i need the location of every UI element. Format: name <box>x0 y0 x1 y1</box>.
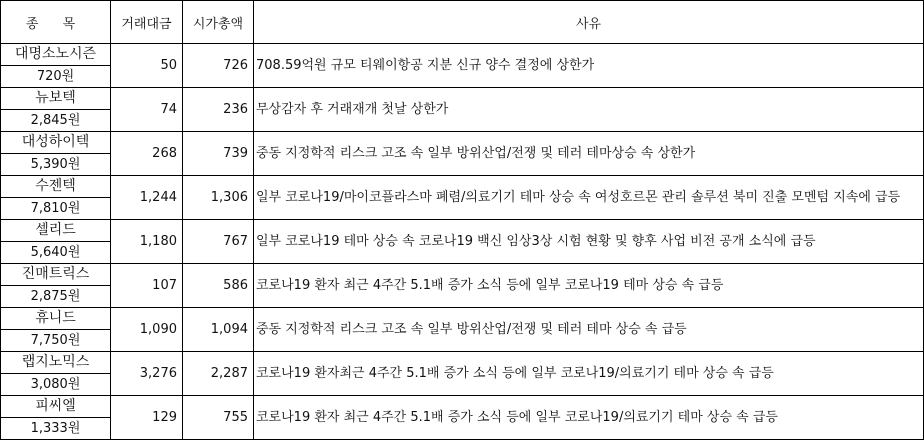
header-trading-volume: 거래대금 <box>111 1 183 44</box>
market-cap-cell: 236 <box>183 88 254 132</box>
trading-volume-cell: 129 <box>111 396 183 440</box>
market-cap-cell: 1,094 <box>183 308 254 352</box>
trading-volume-cell: 1,090 <box>111 308 183 352</box>
reason-cell: 일부 코로나19/마이코플라스마 폐렴/의료기기 테마 상승 속 여성호르몬 관리 솔루션 북미 진출 모멘텀 지속에 급등 <box>254 176 924 220</box>
reason-cell: 708.59억원 규모 티웨이항공 지분 신규 양수 결정에 상한가 <box>254 44 924 88</box>
stock-price: 2,875원 <box>30 289 81 304</box>
table-row <box>1 308 924 352</box>
table-row <box>1 264 924 308</box>
stock-name: 진매트릭스 <box>1 264 110 286</box>
trading-volume-cell: 3,276 <box>111 352 183 396</box>
market-cap-cell: 767 <box>183 220 254 264</box>
market-cap-cell: 739 <box>183 132 254 176</box>
header-row <box>1 1 924 44</box>
stock-price: 7,810원 <box>30 201 81 216</box>
table-row <box>1 132 924 176</box>
stock-cell <box>1 132 111 176</box>
stock-cell <box>1 352 111 396</box>
stock-cell <box>1 264 111 308</box>
trading-volume-cell: 1,244 <box>111 176 183 220</box>
reason-cell: 코로나19 환자 최근 4주간 5.1배 증가 소식 등에 일부 코로나19 테마 상승 속 급등 <box>254 264 924 308</box>
stock-cell <box>1 308 111 352</box>
header-market-cap: 시가총액 <box>183 1 254 44</box>
stock-name: 대명소노시즌 <box>1 44 110 66</box>
reason-cell: 일부 코로나19 테마 상승 속 코로나19 백신 임상3상 시험 현황 및 향후 사업 비전 공개 소식에 급등 <box>254 220 924 264</box>
stock-name: 랩지노믹스 <box>1 352 110 374</box>
stock-price: 720원 <box>36 69 75 84</box>
header-reason: 사유 <box>254 1 924 44</box>
stock-price: 3,080원 <box>30 377 81 392</box>
market-cap-cell: 586 <box>183 264 254 308</box>
trading-volume-cell: 107 <box>111 264 183 308</box>
market-cap-cell: 755 <box>183 396 254 440</box>
trading-volume-cell: 268 <box>111 132 183 176</box>
market-cap-cell: 1,306 <box>183 176 254 220</box>
table-row <box>1 220 924 264</box>
reason-cell: 중동 지정학적 리스크 고조 속 일부 방위산업/전쟁 및 테러 테마상승 속 상한가 <box>254 132 924 176</box>
reason-cell: 코로나19 환자최근 4주간 5.1배 증가 소식 등에 일부 코로나19/의료기기 테마 상승 속 급등 <box>254 352 924 396</box>
trading-volume-cell: 50 <box>111 44 183 88</box>
reason-cell: 무상감자 후 거래재개 첫날 상한가 <box>254 88 924 132</box>
stock-name: 뉴보텍 <box>1 88 110 110</box>
stock-price: 1,333원 <box>30 421 81 436</box>
stock-cell <box>1 44 111 88</box>
stock-name: 휴니드 <box>1 308 110 330</box>
trading-volume-cell: 1,180 <box>111 220 183 264</box>
market-cap-cell: 2,287 <box>183 352 254 396</box>
stock-cell <box>1 396 111 440</box>
table-row <box>1 396 924 440</box>
stock-price: 2,845원 <box>30 113 81 128</box>
stock-price: 5,390원 <box>30 157 81 172</box>
trading-volume-cell: 74 <box>111 88 183 132</box>
reason-cell: 코로나19 환자 최근 4주간 5.1배 증가 소식 등에 일부 코로나19/의료기기 테마 상승 속 급등 <box>254 396 924 440</box>
stock-name: 셀리드 <box>1 220 110 242</box>
stock-cell <box>1 88 111 132</box>
stock-price: 5,640원 <box>30 245 81 260</box>
header-stock-name: 종 목 <box>1 1 111 44</box>
stock-price: 7,750원 <box>30 333 81 348</box>
stock-name: 수젠텍 <box>1 176 110 198</box>
stock-cell <box>1 220 111 264</box>
stock-name: 피씨엘 <box>1 396 110 418</box>
stock-cell <box>1 176 111 220</box>
stock-name: 대성하이텍 <box>1 132 110 154</box>
table-row <box>1 176 924 220</box>
market-cap-cell: 726 <box>183 44 254 88</box>
table-row <box>1 44 924 88</box>
table-row <box>1 352 924 396</box>
reason-cell: 중동 지정학적 리스크 고조 속 일부 방위산업/전쟁 및 테러 테마 상승 속 급등 <box>254 308 924 352</box>
table-row <box>1 88 924 132</box>
